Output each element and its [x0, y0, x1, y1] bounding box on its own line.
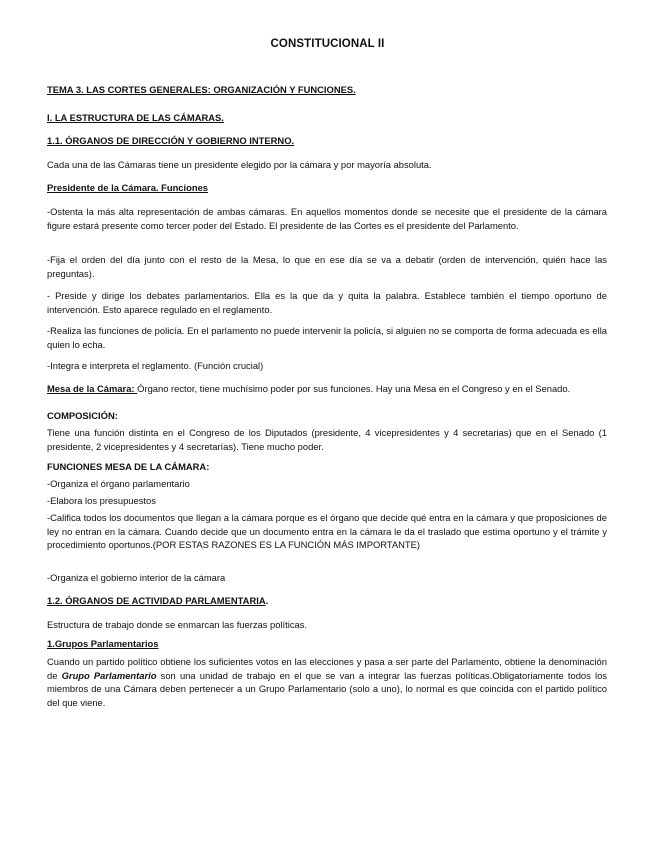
presidente-heading: Presidente de la Cámara. Funciones — [47, 182, 208, 193]
presidente-function-1: -Ostenta la más alta representación de ambas cámaras. En aquellos momentos donde se necesite que el presidente de la cámara figure estará presente como tercer poder del Estado. El presidente de las Cortes es el presidente del Parlamento. — [47, 206, 607, 231]
tema-heading: TEMA 3. LAS CORTES GENERALES: ORGANIZACIÓN Y FUNCIONES. — [47, 84, 356, 95]
section-1-2-dot: . — [265, 595, 269, 606]
composicion-heading: COMPOSICIÓN: — [47, 410, 118, 421]
presidente-function-4: -Realiza las funciones de policía. En el parlamento no puede intervenir la policía, si alguien no se comporta de forma adecuada es ella quien lo echa. — [47, 325, 607, 350]
document-title: CONSTITUCIONAL II — [270, 38, 385, 50]
section-1-heading: I. LA ESTRUCTURA DE LAS CÁMARAS. — [47, 112, 224, 123]
mesa-function-2: -Elabora los presupuestos — [47, 495, 156, 506]
grupos-term: Grupo Parlamentario — [61, 669, 157, 681]
estructura-paragraph: Estructura de trabajo donde se enmarcan las fuerzas políticas. — [47, 619, 308, 630]
section-1-2-title: 1.2. ÓRGANOS DE ACTIVIDAD PARLAMENTARIA — [47, 595, 266, 606]
grupos-heading: 1.Grupos Parlamentarios — [47, 638, 159, 649]
mesa-function-4: -Organiza el gobierno interior de la cámara — [47, 572, 226, 583]
mesa-function-3: -Califica todos los documentos que llegan a la cámara porque es el órgano que decide qué entra en la cámara y que proposiciones de ley no entran en la cámara. Cuando decide que un documento entra en la cámara le da el traslado que estima oportuno y el trámite y procedimiento oportunos.(POR ESTAS RAZONES ES LA FUNCIÓN MÁS IMPORTANTE) — [47, 512, 607, 551]
section-1-2-heading — [47, 594, 607, 608]
mesa-paragraph — [47, 382, 607, 396]
presidente-function-3: - Preside y dirige los debates parlamentarios. Ella es la que da y quita la palabra. Establece también el tiempo oportuno de intervención. Esto aparece regulado en el reglamento. — [47, 290, 607, 315]
grupos-text-b: son una unidad de trabajo en el que se van a integrar las fuerzas políticas.Obligatoriamente todos los miembros de una Cámara deben pertenecer a un Grupo Parlamentario (solo a uno), lo normal es que coincida con el partido político del que viene. — [47, 669, 607, 708]
funciones-mesa-heading: FUNCIONES MESA DE LA CÁMARA: — [47, 461, 210, 472]
intro-paragraph: Cada una de las Cámaras tiene un presidente elegido por la cámara y por mayoría absoluta. — [47, 159, 432, 170]
presidente-function-2: -Fija el orden del día junto con el resto de la Mesa, lo que en ese día se va a debatir (orden de intervención, quién hace las preguntas). — [47, 254, 607, 279]
presidente-function-5: -Integra e interpreta el reglamento. (Función crucial) — [47, 360, 264, 371]
grupos-paragraph — [47, 655, 607, 709]
mesa-label: Mesa de la Cámara: — [47, 383, 138, 394]
mesa-text: Órgano rector, tiene muchísimo poder por sus funciones. Hay una Mesa en el Congreso y en el Senado. — [137, 383, 571, 394]
composicion-paragraph: Tiene una función distinta en el Congreso de los Diputados (presidente, 4 vicepresidentes y 4 secretarias) que en el Senado (1 presidente, 2 vicepresidentes y 4 secretarías). Tiene mucho poder. — [47, 427, 607, 452]
section-1-1-heading: 1.1. ÓRGANOS DE DIRECCIÓN Y GOBIERNO INTERNO. — [47, 135, 295, 146]
grupos-text-a: Cuando un partido político obtiene los suficientes votos en las elecciones y pasa a ser parte del Parlamento, obtiene la denominación de — [47, 656, 607, 681]
mesa-function-1: -Organiza el órgano parlamentario — [47, 478, 190, 489]
